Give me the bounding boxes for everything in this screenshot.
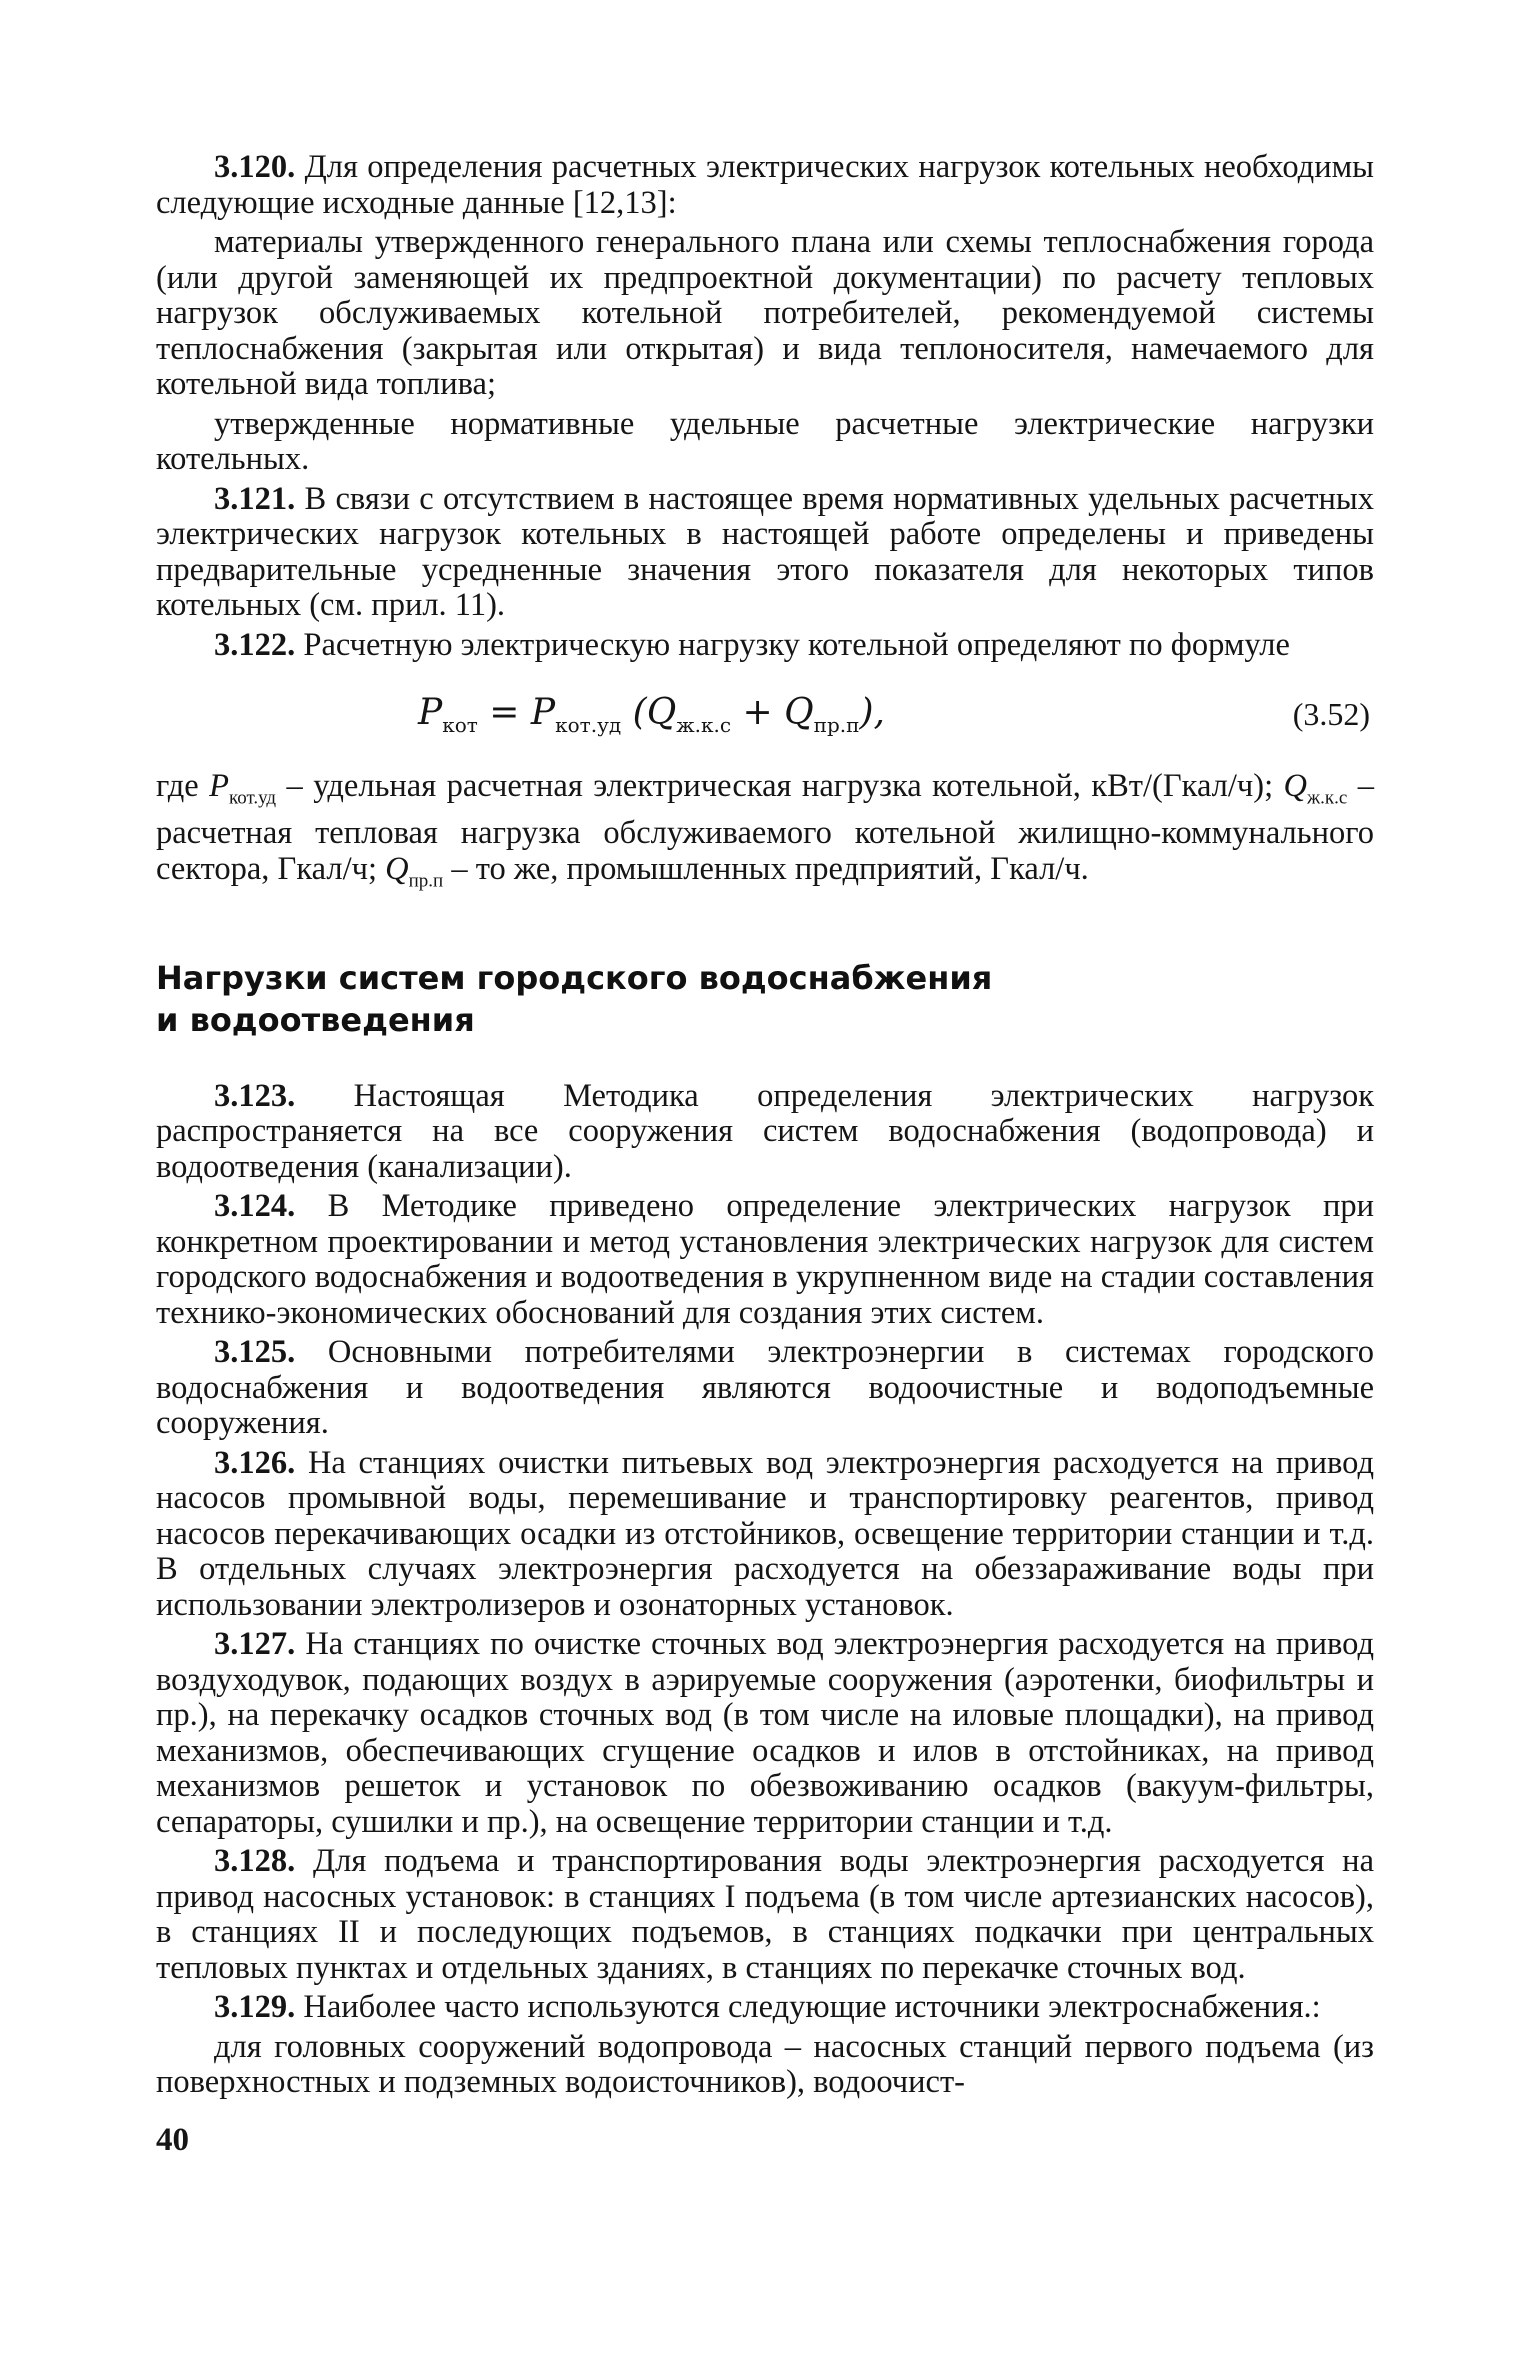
paragraph-text: Для подъема и транспортирования воды электроэнергия расходуется на привод насосных установок: в станциях I подъема (в том числе артезианских насосов), в станциях II и последующих подъемов, в станциях подкачки при центральных тепловых пунктах и отдельных зданиях, в станциях по перекачке сточных вод.	[156, 1843, 1374, 1986]
heading-line-1: Нагрузки систем городского водоснабжения	[156, 958, 993, 997]
text-column	[156, 150, 1374, 2101]
paragraph-materials	[156, 225, 1374, 403]
paragraph-number: 3.122.	[214, 626, 296, 663]
paragraph-number: 3.120.	[214, 149, 296, 185]
paragraph-sources	[156, 2030, 1374, 2101]
paragraph-text: На станциях очистки питьевых вод электроэнергия расходуется на привод насосов промывной воды, перемешивание и транспортировку реагентов, привод насосов перекачивающих осадки из отстойников, освещение территории станции и т.д. В отдельных случаях электроэнергия расходуется на обеззараживание воды при использовании электролизеров и озонаторных установок.	[156, 1444, 1374, 1623]
paragraph-3-129	[156, 1990, 1374, 2026]
paragraph-text: В Методике приведено определение электрических нагрузок при конкретном проектировании и метод установления электрических нагрузок для систем городского водоснабжения и водоотведения в укрупненном виде на стадии составления технико-экономических обоснований для создания этих систем.	[156, 1188, 1374, 1331]
paragraph-text: для головных сооружений водопровода – насосных станций первого подъема (из поверхностных и подземных водоисточников), водоочист-	[156, 2028, 1374, 2100]
paragraph-number: 3.123.	[214, 1077, 296, 1114]
paragraph-text: Основными потребителями электроэнергии в системах городского водоснабжения и водоотведения являются водоочистные и водоподъемные сооружения.	[156, 1334, 1374, 1441]
paragraph-number: 3.127.	[214, 1626, 296, 1662]
paragraph-number: 3.121.	[214, 480, 296, 517]
paragraph-3-125	[156, 1335, 1374, 1442]
paragraph-text: утвержденные нормативные удельные расчетные электрические нагрузки котельных.	[156, 405, 1374, 477]
paragraph-number: 3.128.	[214, 1843, 296, 1879]
paragraph-text: Настоящая Методика определения электрических нагрузок распространяется на все сооружения систем водоснабжения (водопровода) и водоотведения (канализации).	[156, 1077, 1374, 1185]
equation-number: (3.52)	[1292, 696, 1370, 732]
paragraph-3-124	[156, 1189, 1374, 1331]
paragraph-text: Для определения расчетных электрических нагрузок котельных необходимы следующие исходные данные [12,13]:	[156, 149, 1375, 221]
paragraph-3-121	[156, 482, 1374, 624]
formula-expression: $P_{кот} = P_{кот.уд}$ $(Q_{ж.к.с} + Q_{пр.п})$,	[418, 692, 885, 738]
formula-legend: где $P_{кот.уд}$ – удельная расчетная электрическая нагрузка котельной, кВт/(Гкал/ч); $Q_{ж.к.с}$ – расчетная тепловая нагрузка обслуживаемого котельной жилищно-коммунального сектора, Гкал/ч; $Q_{пр.п}$ – то же, промышленных предприятий, Гкал/ч.	[156, 768, 1375, 891]
paragraph-norms	[156, 407, 1374, 478]
paragraph-text: материалы утвержденного генерального плана или схемы теплоснабжения города (или другой заменяющей их предпроектной документации) по расчету тепловых нагрузок обслуживаемых котельной потребителей, рекомендуемой системы теплоснабжения (закрытая или открытая) и вида теплоносителя, намечаемого для котельной вида топлива;	[156, 224, 1374, 402]
paragraph-3-122	[156, 628, 1374, 664]
paragraph-text: Расчетную электрическую нагрузку котельной определяют по формуле	[303, 626, 1290, 663]
section-heading	[156, 957, 1374, 1041]
paragraph-3-128	[156, 1844, 1374, 1986]
paragraph-text: В связи с отсутствием в настоящее время нормативных удельных расчетных электрических нагрузок котельных в настоящей работе определены и приведены предварительные усредненные значения этого показателя для некоторых типов котельных (см. прил. 11).	[156, 480, 1374, 623]
paragraph-text: На станциях по очистке сточных вод электроэнергия расходуется на привод воздуходувок, подающих воздух в аэрируемые сооружения (аэротенки, биофильтры и пр.), на перекачку осадков сточных вод (в том числе на иловые площадки), на привод механизмов, обеспечивающих сгущение осадков и илов в отстойниках, на привод механизмов решеток и установок по обезвоживанию осадков (вакуум-фильтры, сепараторы, сушилки и пр.), на освещение территории станции и т.д.	[156, 1626, 1374, 1840]
paragraph-number: 3.126.	[214, 1444, 296, 1481]
heading-line-2: и водоотведения	[156, 1000, 475, 1039]
paragraph-number: 3.125.	[214, 1334, 296, 1370]
paragraph-3-127	[156, 1627, 1374, 1840]
paragraph-3-126	[156, 1446, 1374, 1624]
paragraph-number: 3.129.	[214, 1989, 296, 2025]
page-number: 40	[156, 2122, 189, 2158]
formula-3-52	[156, 689, 1374, 745]
paragraph-text: Наиболее часто используются следующие источники электроснабжения.:	[303, 1989, 1321, 2025]
paragraph-3-120	[156, 150, 1374, 221]
paragraph-3-123	[156, 1079, 1374, 1186]
paragraph-number: 3.124.	[214, 1188, 296, 1224]
